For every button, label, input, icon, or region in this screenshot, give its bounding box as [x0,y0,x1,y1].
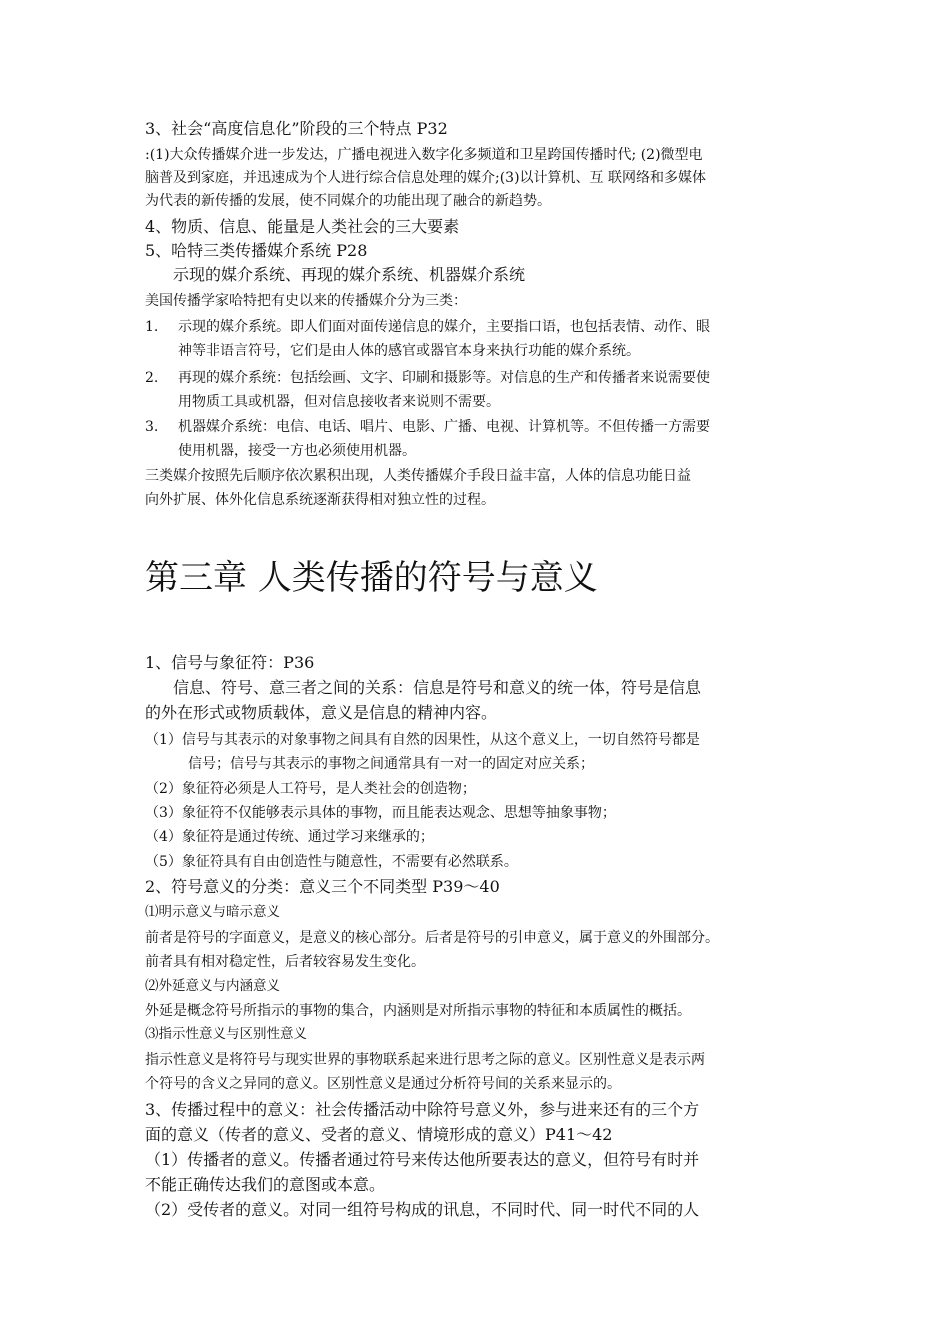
section1-body-line: 信息、符号、意三者之间的关系：信息是符号和意义的统一体，符号是信息 [173,678,702,697]
chapter-title: 第三章 人类传播的符号与意义 [145,558,598,598]
summary-line: 三类媒介按照先后顺序依次累积出现，人类传播媒介手段日益丰富，人体的信息功能日益 [145,468,691,484]
item5-title: 5、哈特三类传播媒介系统 P28 [145,241,368,260]
section1-point: （4）象征符是通过传统、通过学习来继承的； [145,829,434,845]
list-item-text: 机器媒介系统：电信、电话、唱片、电影、广播、电视、计算机等。不但传播一方需要 [178,419,710,435]
section2a-body: 前者是符号的字面意义，是意义的核心部分。后者是符号的引申意义，属于意义的外围部分。 [145,930,719,946]
section2a-body: 前者具有相对稳定性，后者较容易发生变化。 [145,954,425,970]
list-item-number: 3. [145,419,159,435]
section1-point: 信号；信号与其表示的事物之间通常具有一对一的固定对应关系； [188,756,594,772]
section1-title: 1、信号与象征符：P36 [145,653,315,672]
section3-point: （1）传播者的意义。传播者通过符号来传达他所要表达的意义，但符号有时并 [145,1150,700,1169]
section3-title: 3、传播过程中的意义：社会传播活动中除符号意义外，参与进来还有的三个方 [145,1100,700,1119]
list-item-text: 示现的媒介系统。即人们面对面传递信息的媒介，主要指口语，也包括表情、动作、眼 [178,319,710,335]
item3-title: 3、社会“高度信息化”阶段的三个特点 P32 [145,119,448,138]
section3-title: 面的意义（传者的意义、受者的意义、情境形成的意义）P41～42 [145,1125,613,1144]
section2b-body: 外延是概念符号所指示的事物的集合，内涵则是对所指示事物的特征和本质属性的概括。 [145,1003,691,1019]
section2c-title: ⑶指示性意义与区别性意义 [145,1026,307,1042]
list-item-number: 1. [145,319,159,335]
item3-body-line: 为代表的新传播的发展，使不同媒介的功能出现了融合的新趋势。 [145,193,551,209]
item3-body-line: 脑普及到家庭，并迅速成为个人进行综合信息处理的媒介;(3)以计算机、互 联网络和多媒体 [145,170,706,186]
section1-point: （3）象征符不仅能够表示具体的事物，而且能表达观念、思想等抽象事物； [145,805,616,821]
list-item-text: 神等非语言符号，它们是由人体的感官或器官本身来执行功能的媒介系统。 [178,343,640,359]
item5-intro: 美国传播学家哈特把有史以来的传播媒介分为三类： [145,293,467,309]
list-item-text: 用物质工具或机器，但对信息接收者来说则不需要。 [178,394,500,410]
list-item-text: 使用机器，接受一方也必须使用机器。 [178,443,416,459]
section3-point: 不能正确传达我们的意图或本意。 [145,1175,386,1194]
section2c-body: 指示性意义是将符号与现实世界的事物联系起来进行思考之际的意义。区别性意义是表示两 [145,1052,705,1068]
list-item-number: 2. [145,370,159,386]
section2b-title: ⑵外延意义与内涵意义 [145,978,280,994]
summary-line: 向外扩展、体外化信息系统逐渐获得相对独立性的过程。 [145,492,495,508]
item5-subtitle: 示现的媒介系统、再现的媒介系统、机器媒介系统 [173,265,526,284]
section1-point: （5）象征符具有自由创造性与随意性，不需要有必然联系。 [145,854,518,870]
item3-body-line: :(1)大众传播媒介进一步发达，广播电视进入数字化多频道和卫星跨国传播时代; (2)微型电 [145,147,703,163]
section2c-body: 个符号的含义之异同的意义。区别性意义是通过分析符号间的关系来显示的。 [145,1076,621,1092]
section1-point: （2）象征符必须是人工符号，是人类社会的创造物； [145,781,476,797]
section2-title: 2、符号意义的分类：意义三个不同类型 P39～40 [145,877,500,896]
section1-point: （1）信号与其表示的对象事物之间具有自然的因果性，从这个意义上，一切自然符号都是 [145,732,700,748]
section2a-title: ⑴明示意义与暗示意义 [145,904,280,920]
list-item-text: 再现的媒介系统：包括绘画、文字、印刷和摄影等。对信息的生产和传播者来说需要使 [178,370,710,386]
item4-title: 4、物质、信息、能量是人类社会的三大要素 [145,217,460,236]
section3-point: （2）受传者的意义。对同一组符号构成的讯息，不同时代、同一时代不同的人 [145,1200,700,1219]
section1-body-line: 的外在形式或物质载体，意义是信息的精神内容。 [145,703,498,722]
